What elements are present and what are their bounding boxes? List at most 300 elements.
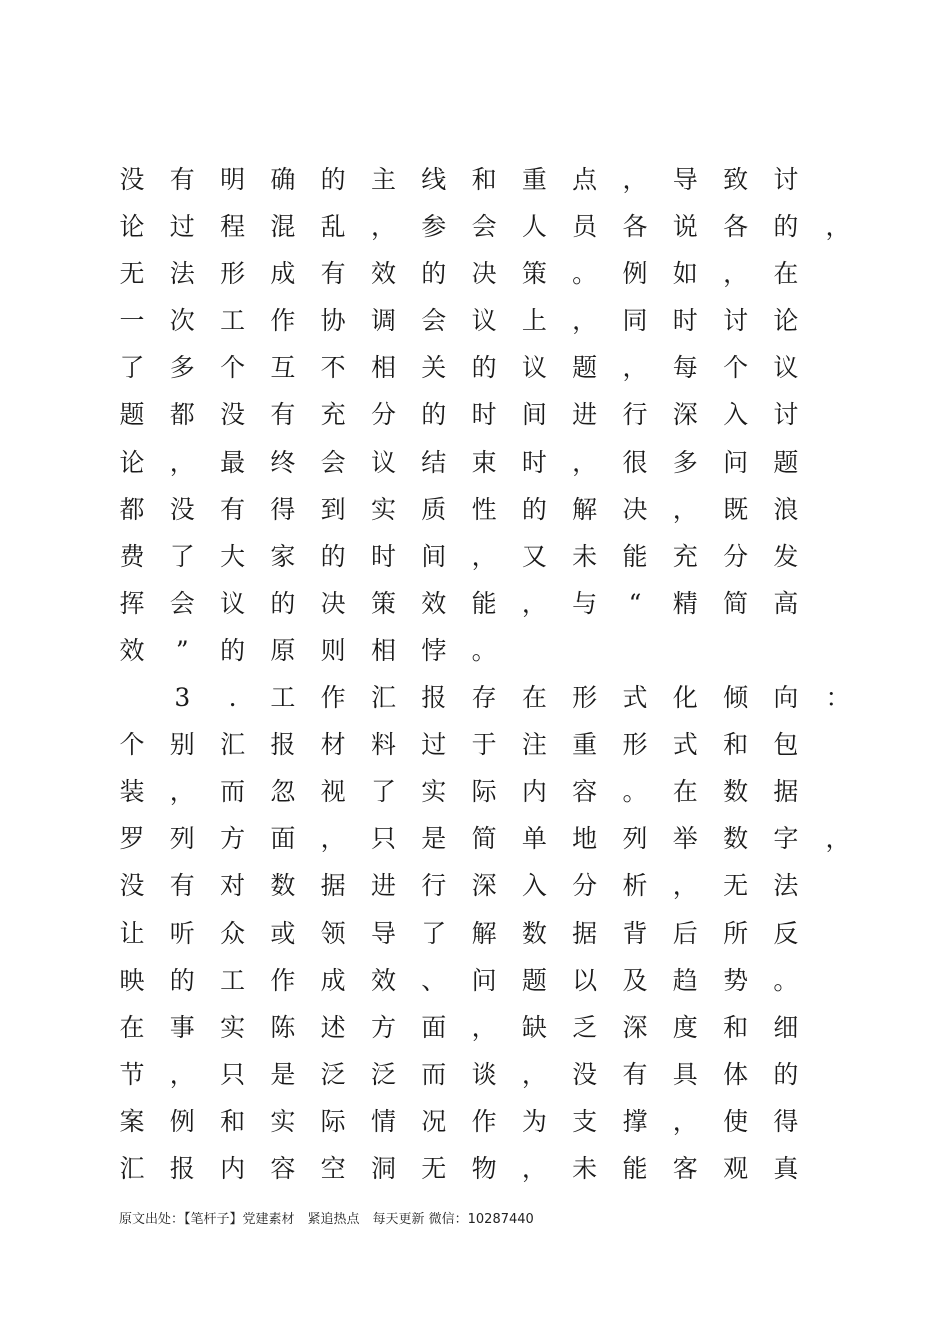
text-line xyxy=(0,1145,950,1192)
text-glyph: 。 xyxy=(471,635,497,665)
text-glyph: 深 xyxy=(672,400,698,430)
text-glyph: 及 xyxy=(622,965,648,995)
text-glyph: 具 xyxy=(672,1059,698,1089)
text-line xyxy=(0,1051,950,1098)
text-glyph: 成 xyxy=(270,259,296,289)
text-line xyxy=(0,156,950,203)
text-glyph: 所 xyxy=(723,918,749,948)
text-glyph: 解 xyxy=(471,918,497,948)
text-glyph: 大 xyxy=(220,541,246,571)
text-line xyxy=(0,627,950,674)
text-glyph: 面 xyxy=(270,824,296,854)
text-glyph: 形 xyxy=(220,259,246,289)
text-glyph: ， xyxy=(521,1059,547,1089)
text-glyph: 如 xyxy=(672,259,698,289)
text-glyph: 。 xyxy=(572,259,598,289)
text-glyph: 时 xyxy=(370,541,396,571)
text-glyph: 讨 xyxy=(773,165,799,194)
text-glyph: 实 xyxy=(421,777,447,807)
text-line xyxy=(0,815,950,862)
text-glyph: 倾 xyxy=(723,683,749,713)
text-glyph: 又 xyxy=(521,541,547,571)
text-glyph: 成 xyxy=(320,965,346,995)
text-glyph: ， xyxy=(622,165,648,194)
text-glyph: 都 xyxy=(119,494,145,524)
text-glyph: 反 xyxy=(773,918,799,948)
text-glyph: 地 xyxy=(572,824,598,854)
text-glyph: 物 xyxy=(471,1153,497,1183)
text-glyph: 例 xyxy=(622,259,648,289)
text-glyph: 数 xyxy=(723,824,749,854)
text-glyph: 有 xyxy=(220,494,246,524)
text-glyph: 数 xyxy=(270,871,296,901)
text-glyph: 没 xyxy=(169,494,195,524)
text-glyph: 导 xyxy=(672,165,698,194)
text-glyph: 罗 xyxy=(119,824,145,854)
text-glyph: 明 xyxy=(220,165,246,194)
text-glyph: 最 xyxy=(220,447,246,477)
text-glyph: 结 xyxy=(421,447,447,477)
text-glyph: ， xyxy=(672,494,698,524)
text-glyph: ， xyxy=(320,824,346,854)
text-line xyxy=(0,533,950,580)
text-glyph: 化 xyxy=(672,683,698,713)
text-glyph: 有 xyxy=(622,1059,648,1089)
text-glyph: 点 xyxy=(572,165,598,194)
text-glyph: 作 xyxy=(320,683,346,713)
text-glyph: 、 xyxy=(421,965,447,995)
text-glyph: 策 xyxy=(521,259,547,289)
text-glyph: 和 xyxy=(723,730,749,760)
text-glyph: 协 xyxy=(320,306,346,336)
text-glyph: 讨 xyxy=(723,306,749,336)
text-glyph: 能 xyxy=(622,1153,648,1183)
text-glyph: 领 xyxy=(320,918,346,948)
text-glyph: 有 xyxy=(169,165,195,194)
text-glyph: 观 xyxy=(723,1153,749,1183)
text-glyph: 说 xyxy=(672,212,698,242)
text-glyph: ， xyxy=(169,447,195,477)
text-glyph: 向 xyxy=(773,683,799,713)
text-glyph: 议 xyxy=(471,306,497,336)
text-glyph: 的 xyxy=(421,400,447,430)
text-glyph: 无 xyxy=(723,871,749,901)
text-glyph: 进 xyxy=(370,871,396,901)
text-glyph: 题 xyxy=(521,965,547,995)
text-glyph: 间 xyxy=(421,541,447,571)
text-glyph: ， xyxy=(825,212,851,242)
text-glyph: 时 xyxy=(521,447,547,477)
text-glyph: 或 xyxy=(270,918,296,948)
text-glyph: 各 xyxy=(723,212,749,242)
text-glyph: 多 xyxy=(672,447,698,477)
text-glyph: 线 xyxy=(421,165,447,194)
text-line xyxy=(0,1098,950,1145)
text-glyph: 家 xyxy=(270,541,296,571)
text-glyph: 材 xyxy=(320,730,346,760)
text-glyph: 议 xyxy=(220,588,246,618)
text-glyph: 发 xyxy=(773,541,799,571)
text-glyph: 个 xyxy=(723,353,749,383)
text-glyph: 致 xyxy=(723,165,749,194)
text-glyph: 包 xyxy=(773,730,799,760)
text-glyph: 举 xyxy=(672,824,698,854)
text-glyph: 和 xyxy=(723,1012,749,1042)
text-glyph: 每 xyxy=(672,353,698,383)
text-glyph: 工 xyxy=(270,683,296,713)
text-glyph: ， xyxy=(169,777,195,807)
text-glyph: 注 xyxy=(521,730,547,760)
text-glyph: ， xyxy=(672,871,698,901)
text-glyph: 际 xyxy=(471,777,497,807)
text-glyph: 浪 xyxy=(773,494,799,524)
text-glyph: 有 xyxy=(270,400,296,430)
text-glyph: 分 xyxy=(370,400,396,430)
text-glyph: 决 xyxy=(622,494,648,524)
text-glyph: ， xyxy=(825,824,851,854)
text-glyph: 混 xyxy=(270,212,296,242)
text-glyph: 多 xyxy=(169,353,195,383)
text-glyph: 的 xyxy=(773,212,799,242)
text-glyph: 客 xyxy=(672,1153,698,1183)
text-glyph: 简 xyxy=(723,588,749,618)
text-glyph: 际 xyxy=(320,1106,346,1136)
text-glyph: 料 xyxy=(370,730,396,760)
text-glyph: 参 xyxy=(421,212,447,242)
text-glyph: 泛 xyxy=(320,1059,346,1089)
text-glyph: 汇 xyxy=(220,730,246,760)
text-line xyxy=(0,297,950,344)
text-glyph: 为 xyxy=(521,1106,547,1136)
text-glyph: 间 xyxy=(521,400,547,430)
text-glyph: 未 xyxy=(572,541,598,571)
text-glyph: 让 xyxy=(119,918,145,948)
text-glyph: ： xyxy=(825,683,851,713)
text-glyph: 很 xyxy=(622,447,648,477)
text-glyph: 细 xyxy=(773,1012,799,1042)
text-glyph: 乱 xyxy=(320,212,346,242)
text-glyph: 时 xyxy=(672,306,698,336)
text-glyph: 调 xyxy=(370,306,396,336)
text-glyph: 数 xyxy=(521,918,547,948)
text-line xyxy=(0,391,950,438)
text-glyph: 陈 xyxy=(270,1012,296,1042)
text-glyph: 决 xyxy=(320,588,346,618)
text-glyph: 势 xyxy=(723,965,749,995)
text-glyph: 行 xyxy=(421,871,447,901)
text-glyph: 都 xyxy=(169,400,195,430)
text-line xyxy=(0,439,950,486)
text-glyph: 精 xyxy=(672,588,698,618)
text-glyph: 形 xyxy=(622,730,648,760)
text-glyph: 得 xyxy=(270,494,296,524)
text-glyph: 的 xyxy=(773,1059,799,1089)
text-glyph: 背 xyxy=(622,918,648,948)
text-glyph: 重 xyxy=(572,730,598,760)
text-glyph: . xyxy=(228,683,237,713)
text-glyph: 不 xyxy=(320,353,346,383)
text-glyph: 析 xyxy=(622,871,648,901)
text-glyph: 无 xyxy=(421,1153,447,1183)
text-glyph: ， xyxy=(572,306,598,336)
text-glyph: 内 xyxy=(521,777,547,807)
text-glyph: 使 xyxy=(723,1106,749,1136)
text-glyph: 悖 xyxy=(421,635,447,665)
text-glyph: 的 xyxy=(270,588,296,618)
text-glyph: 空 xyxy=(320,1153,346,1183)
text-glyph: 洞 xyxy=(370,1153,396,1183)
text-glyph: 实 xyxy=(220,1012,246,1042)
text-glyph: 导 xyxy=(370,918,396,948)
text-glyph: 据 xyxy=(773,777,799,807)
text-glyph: 字 xyxy=(773,824,799,854)
text-glyph: 相 xyxy=(370,353,396,383)
source-footnote: 原文出处：【笔杆子】党建素材 紧追热点 每天更新 微信：10287440 xyxy=(119,1212,534,1227)
text-glyph: 报 xyxy=(169,1153,195,1183)
text-glyph: 得 xyxy=(773,1106,799,1136)
text-glyph: 后 xyxy=(672,918,698,948)
text-glyph: 事 xyxy=(169,1012,195,1042)
text-glyph: 会 xyxy=(169,588,195,618)
text-glyph: 数 xyxy=(723,777,749,807)
text-glyph: ， xyxy=(672,1106,698,1136)
text-glyph: 入 xyxy=(521,871,547,901)
text-glyph: 问 xyxy=(471,965,497,995)
text-glyph: ” xyxy=(175,635,189,665)
text-glyph: 汇 xyxy=(119,1153,145,1183)
text-glyph: 撑 xyxy=(622,1106,648,1136)
text-glyph: 和 xyxy=(471,165,497,194)
text-glyph: 实 xyxy=(270,1106,296,1136)
text-glyph: 充 xyxy=(672,541,698,571)
text-glyph: 方 xyxy=(220,824,246,854)
text-glyph: 费 xyxy=(119,541,145,571)
text-glyph: 策 xyxy=(370,588,396,618)
text-glyph: 听 xyxy=(169,918,195,948)
text-glyph: 同 xyxy=(622,306,648,336)
text-glyph: 议 xyxy=(773,353,799,383)
text-glyph: 没 xyxy=(220,400,246,430)
text-glyph: 原 xyxy=(270,635,296,665)
text-line xyxy=(0,910,950,957)
text-glyph: 方 xyxy=(370,1012,396,1042)
text-glyph: 了 xyxy=(370,777,396,807)
text-line xyxy=(0,674,950,721)
text-glyph: 汇 xyxy=(370,683,396,713)
text-glyph: 面 xyxy=(421,1012,447,1042)
text-glyph: 效 xyxy=(119,635,145,665)
text-glyph: 会 xyxy=(471,212,497,242)
text-glyph: 的 xyxy=(220,635,246,665)
text-glyph: 互 xyxy=(270,353,296,383)
text-glyph: 映 xyxy=(119,965,145,995)
text-glyph: 容 xyxy=(572,777,598,807)
text-glyph: 以 xyxy=(572,965,598,995)
text-glyph: 式 xyxy=(672,730,698,760)
text-glyph: 效 xyxy=(370,965,396,995)
text-glyph: 装 xyxy=(119,777,145,807)
text-glyph: ， xyxy=(471,1012,497,1042)
text-glyph: 乏 xyxy=(572,1012,598,1042)
text-glyph: 问 xyxy=(723,447,749,477)
text-glyph: 形 xyxy=(572,683,598,713)
text-glyph: 题 xyxy=(773,447,799,477)
text-glyph: 的 xyxy=(320,165,346,194)
text-glyph: 在 xyxy=(521,683,547,713)
text-glyph: ， xyxy=(521,1153,547,1183)
text-glyph: 质 xyxy=(421,494,447,524)
text-glyph: 效 xyxy=(370,259,396,289)
text-glyph: 众 xyxy=(220,918,246,948)
text-line xyxy=(0,862,950,909)
text-glyph: 则 xyxy=(320,635,346,665)
text-glyph: 工 xyxy=(220,965,246,995)
text-glyph: 会 xyxy=(421,306,447,336)
text-glyph: 列 xyxy=(622,824,648,854)
text-glyph: 无 xyxy=(119,259,145,289)
text-glyph: 据 xyxy=(572,918,598,948)
text-glyph: 论 xyxy=(119,447,145,477)
text-glyph: 到 xyxy=(320,494,346,524)
text-glyph: 了 xyxy=(169,541,195,571)
text-glyph: 列 xyxy=(169,824,195,854)
text-glyph: 重 xyxy=(521,165,547,194)
text-glyph: 节 xyxy=(119,1059,145,1089)
text-glyph: 泛 xyxy=(370,1059,396,1089)
text-glyph: 题 xyxy=(119,400,145,430)
text-glyph: 的 xyxy=(320,541,346,571)
text-line xyxy=(0,486,950,533)
text-glyph: 案 xyxy=(119,1106,145,1136)
text-glyph: 忽 xyxy=(270,777,296,807)
text-glyph: 束 xyxy=(471,447,497,477)
text-glyph: 据 xyxy=(320,871,346,901)
text-glyph: 作 xyxy=(270,965,296,995)
text-glyph: 决 xyxy=(471,259,497,289)
text-glyph: 能 xyxy=(622,541,648,571)
text-glyph: 论 xyxy=(773,306,799,336)
text-glyph: 没 xyxy=(572,1059,598,1089)
text-glyph: 没 xyxy=(119,165,145,194)
text-glyph: 别 xyxy=(169,730,195,760)
text-glyph: 题 xyxy=(572,353,598,383)
text-glyph: 解 xyxy=(572,494,598,524)
text-glyph: 作 xyxy=(270,306,296,336)
text-glyph: 在 xyxy=(672,777,698,807)
text-line xyxy=(0,203,950,250)
text-glyph: 行 xyxy=(622,400,648,430)
text-glyph: 谈 xyxy=(471,1059,497,1089)
text-glyph: 分 xyxy=(723,541,749,571)
text-glyph: 关 xyxy=(421,353,447,383)
text-glyph: 法 xyxy=(773,871,799,901)
text-glyph: 和 xyxy=(220,1106,246,1136)
text-glyph: 议 xyxy=(370,447,396,477)
text-glyph: 体 xyxy=(723,1059,749,1089)
text-glyph: 在 xyxy=(773,259,799,289)
text-glyph: 只 xyxy=(220,1059,246,1089)
text-glyph: 性 xyxy=(471,494,497,524)
text-glyph: ， xyxy=(572,447,598,477)
text-glyph: 深 xyxy=(622,1012,648,1042)
text-glyph: 的 xyxy=(169,965,195,995)
text-glyph: 报 xyxy=(270,730,296,760)
text-glyph: 3 xyxy=(174,683,191,713)
text-glyph: 上 xyxy=(521,306,547,336)
text-glyph xyxy=(107,674,157,721)
text-glyph: 述 xyxy=(320,1012,346,1042)
text-glyph: 趋 xyxy=(672,965,698,995)
document-body xyxy=(0,156,950,1192)
text-glyph: 未 xyxy=(572,1153,598,1183)
text-glyph: 的 xyxy=(421,259,447,289)
text-glyph: 次 xyxy=(169,306,195,336)
text-glyph: 确 xyxy=(270,165,296,194)
text-glyph: 挥 xyxy=(119,588,145,618)
text-glyph: 情 xyxy=(370,1106,396,1136)
text-glyph: 相 xyxy=(370,635,396,665)
text-glyph: 内 xyxy=(220,1153,246,1183)
text-glyph: 而 xyxy=(421,1059,447,1089)
text-glyph: “ xyxy=(628,588,642,618)
text-line xyxy=(0,580,950,627)
text-glyph: 的 xyxy=(521,494,547,524)
text-glyph: 工 xyxy=(220,306,246,336)
text-glyph: 时 xyxy=(471,400,497,430)
text-glyph: 高 xyxy=(773,588,799,618)
text-glyph: 报 xyxy=(421,683,447,713)
text-glyph: 单 xyxy=(521,824,547,854)
text-glyph: 实 xyxy=(370,494,396,524)
text-glyph: 分 xyxy=(572,871,598,901)
text-glyph: 。 xyxy=(622,777,648,807)
text-glyph: 在 xyxy=(119,1012,145,1042)
text-glyph: 与 xyxy=(572,588,598,618)
text-glyph: 人 xyxy=(521,212,547,242)
text-glyph: 一 xyxy=(119,306,145,336)
text-glyph: 作 xyxy=(471,1106,497,1136)
text-glyph: 缺 xyxy=(521,1012,547,1042)
text-glyph: 是 xyxy=(270,1059,296,1089)
text-glyph: 。 xyxy=(773,965,799,995)
text-glyph: 效 xyxy=(421,588,447,618)
text-glyph: 简 xyxy=(471,824,497,854)
text-line xyxy=(0,344,950,391)
text-glyph: 存 xyxy=(471,683,497,713)
text-glyph: 个 xyxy=(119,730,145,760)
text-glyph: 没 xyxy=(119,871,145,901)
text-glyph: 员 xyxy=(572,212,598,242)
text-glyph: 容 xyxy=(270,1153,296,1183)
text-glyph: 既 xyxy=(723,494,749,524)
text-glyph: 个 xyxy=(220,353,246,383)
text-glyph: 了 xyxy=(421,918,447,948)
text-glyph: 能 xyxy=(471,588,497,618)
text-glyph: 对 xyxy=(220,871,246,901)
text-line xyxy=(0,721,950,768)
text-glyph: 例 xyxy=(169,1106,195,1136)
text-line xyxy=(0,1004,950,1051)
text-glyph: 过 xyxy=(169,212,195,242)
text-glyph: ， xyxy=(723,259,749,289)
text-glyph: 论 xyxy=(119,212,145,242)
text-glyph: 深 xyxy=(471,871,497,901)
text-line xyxy=(0,768,950,815)
text-glyph: 视 xyxy=(320,777,346,807)
text-glyph: 只 xyxy=(370,824,396,854)
text-line xyxy=(0,957,950,1004)
text-glyph: 于 xyxy=(471,730,497,760)
